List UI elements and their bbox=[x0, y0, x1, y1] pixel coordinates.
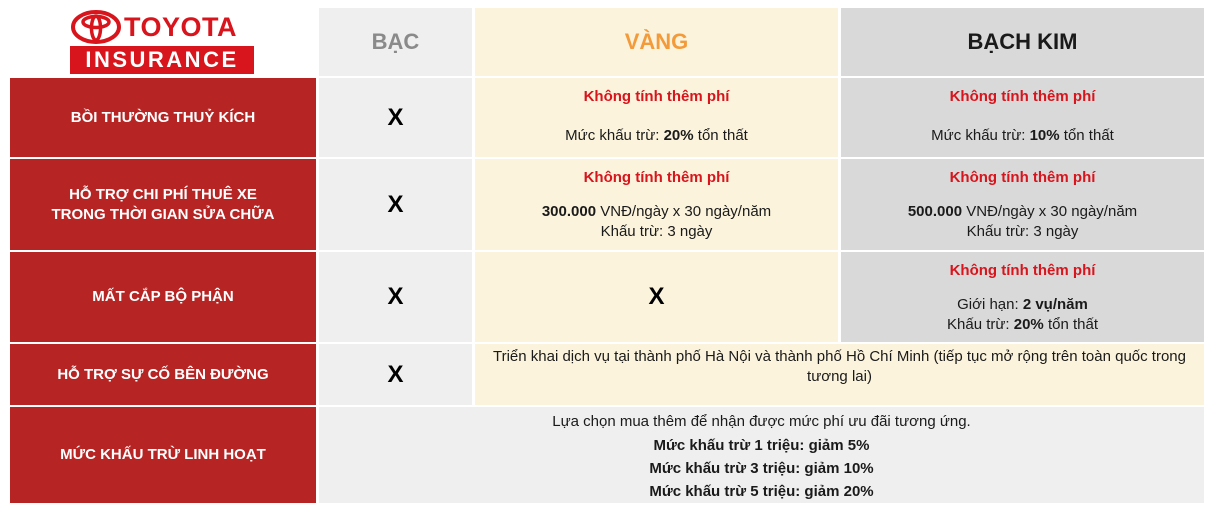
free-text: Không tính thêm phí bbox=[583, 169, 730, 186]
platinum-theft-cell bbox=[841, 252, 1204, 342]
toyota-insurance-logo bbox=[70, 8, 254, 74]
toyota-emblem-icon bbox=[70, 9, 122, 45]
roadside-service-text: Triển khai dịch vụ tại thành phố Hà Nội và thành phố Hồ Chí Minh (tiếp tục mở rộng trên toàn quốc trong tương lai) bbox=[492, 348, 1186, 385]
not-included-mark: X bbox=[387, 190, 404, 218]
gold-theft-cell bbox=[475, 252, 838, 342]
platinum-rental-cell bbox=[841, 159, 1204, 250]
row-label-roadside: HỖ TRỢ SỰ CỐ BÊN ĐƯỜNG bbox=[10, 344, 316, 405]
not-included-mark: X bbox=[387, 283, 404, 310]
logo-product-text: INSURANCE bbox=[70, 46, 254, 74]
deductible-text: Mức khấu trừ: 20% tổn thất bbox=[565, 127, 748, 144]
header-gold: VÀNG bbox=[475, 8, 838, 76]
silver-flood-cell bbox=[319, 78, 472, 157]
logo-brand-text: TOYOTA bbox=[124, 11, 238, 42]
gold-rental-cell bbox=[475, 159, 838, 250]
header-silver: BẠC bbox=[319, 8, 472, 76]
row-label-flexible: MỨC KHẤU TRỪ LINH HOẠT bbox=[10, 407, 316, 503]
flexible-deductible-cell bbox=[319, 407, 1204, 503]
row-label-rental: HỖ TRỢ CHI PHÍ THUÊ XE TRONG THỜI GIAN SỬA CHỮA bbox=[10, 159, 316, 250]
limit-text: Giới hạn: 2 vụ/năm bbox=[957, 296, 1088, 313]
not-included-mark: X bbox=[387, 360, 404, 388]
silver-roadside-cell bbox=[319, 344, 472, 405]
free-text: Không tính thêm phí bbox=[949, 262, 1096, 279]
rental-amount-text: 500.000 VNĐ/ngày x 30 ngày/năm bbox=[907, 203, 1138, 220]
free-text: Không tính thêm phí bbox=[949, 169, 1096, 186]
roadside-merged-cell bbox=[475, 344, 1204, 405]
row-label-flood: BỒI THƯỜNG THUỶ KÍCH bbox=[10, 78, 316, 157]
flexible-intro-text: Lựa chọn mua thêm để nhận được mức phí ưu đãi tương ứng. bbox=[552, 413, 971, 430]
gold-flood-cell bbox=[475, 78, 838, 157]
row-label-theft: MẤT CẮP BỘ PHẬN bbox=[10, 252, 316, 342]
free-text: Không tính thêm phí bbox=[949, 88, 1096, 105]
not-included-mark: X bbox=[648, 283, 665, 310]
flexible-option: Mức khấu trừ 5 triệu: giảm 20% bbox=[649, 483, 874, 500]
platinum-flood-cell bbox=[841, 78, 1204, 157]
header-platinum: BẠCH KIM bbox=[841, 8, 1204, 76]
deductible-text: Mức khấu trừ: 10% tổn thất bbox=[931, 127, 1114, 144]
rental-amount-text: 300.000 VNĐ/ngày x 30 ngày/năm bbox=[541, 203, 772, 220]
not-included-mark: X bbox=[387, 103, 404, 131]
free-text: Không tính thêm phí bbox=[583, 88, 730, 105]
deductible-text: Khấu trừ: 3 ngày bbox=[600, 223, 713, 240]
flexible-option: Mức khấu trừ 1 triệu: giảm 5% bbox=[653, 437, 870, 454]
flexible-option: Mức khấu trừ 3 triệu: giảm 10% bbox=[649, 460, 874, 477]
deductible-text: Khấu trừ: 20% tổn thất bbox=[947, 316, 1098, 333]
silver-theft-cell bbox=[319, 252, 472, 342]
deductible-text: Khấu trừ: 3 ngày bbox=[966, 223, 1079, 240]
silver-rental-cell bbox=[319, 159, 472, 250]
